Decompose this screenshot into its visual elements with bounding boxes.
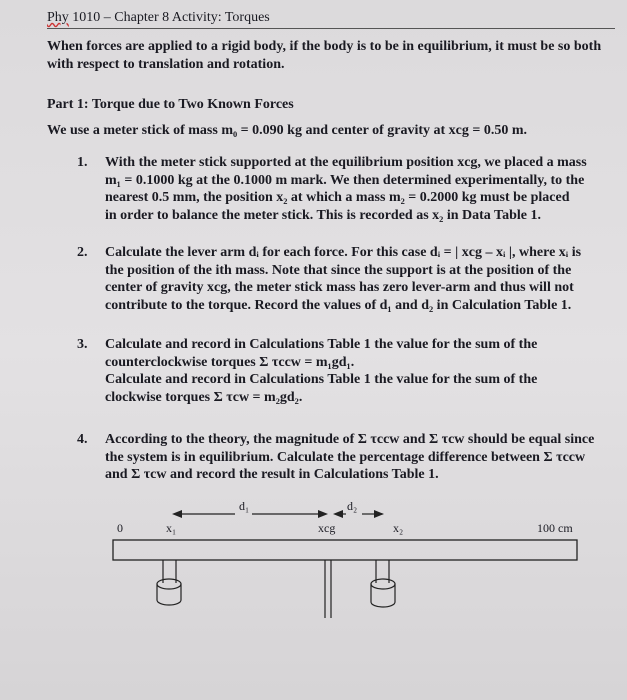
item-line: nearest 0.5 mm, the position x₂ at which a mass m₂ = 0.2000 kg must be placed [105,190,570,205]
item-line: Calculate the lever arm dᵢ for each force. For this case dᵢ = | xcg – xᵢ |, where xᵢ is [105,245,582,260]
end-label: 100 cm [537,521,573,535]
item-line: clockwise torques Σ τcw = m₂gd₂. [105,389,303,405]
item-number: 1. [77,155,88,170]
d1-arrowhead-right [318,510,328,518]
item-line: the position of the ith mass. Note that since the support is at the position of the [105,262,572,278]
item-number: 2. [77,245,88,260]
mass-m2-top [371,579,395,589]
mass-m1-top [157,579,181,589]
course-code: Phy [47,10,69,25]
header-title: 1010 – Chapter 8 Activity: Torques [68,10,270,25]
x2-label: x₂ [393,521,404,535]
item-line: contribute to the torque. Record the values of d₁ and d₂ in Calculation Table 1. [105,297,572,313]
part1-title: Part 1: Torque due to Two Known Forces [47,97,294,112]
item-line: With the meter stick supported at the equilibrium position xcg, we placed a mass [105,155,587,170]
d1-arrowhead-left [172,510,182,518]
meter-stick [113,540,577,560]
item-line: the system is in equilibrium. Calculate the percentage difference between Σ τccw [105,449,586,465]
intro-paragraph: When forces are applied to a rigid body, if the body is to be in equilibrium, it must be so both with respect to translation and rotation. [47,39,602,72]
item-line: in order to balance the meter stick. This is recorded as x₂ in Data Table 1. [105,207,541,223]
page-header [47,10,615,29]
x1-label: x₁ [166,521,177,535]
item-number: 4. [77,432,88,447]
zero-label: 0 [117,521,123,535]
d2-label: d₂ [347,499,358,513]
item-line: Calculate and record in Calculations Table 1 the value for the sum of the [105,337,538,352]
item-line: Calculate and record in Calculations Table 1 the value for the sum of the [105,372,538,387]
mass-statement: We use a meter stick of mass m₀ = 0.090 kg and center of gravity at xcg = 0.50 m. [47,123,528,138]
item-line: According to the theory, the magnitude of Σ τccw and Σ τcw should be equal since [105,432,595,447]
meter-stick-diagram [0,490,627,700]
item-line: and Σ τcw and record the result in Calculations Table 1. [105,467,439,482]
item-number: 3. [77,337,88,352]
item-line: m₁ = 0.1000 kg at the 0.1000 m mark. We then determined experimentally, to the [105,172,585,188]
xcg-label: xcg [318,521,336,535]
item-line: counterclockwise torques Σ τccw = m₁gd₁. [105,354,355,370]
d1-label: d₁ [239,499,250,513]
d2-arrowhead-right [374,510,384,518]
item-line: center of gravity xcg, the meter stick mass has zero lever-arm and thus will not [105,280,574,295]
